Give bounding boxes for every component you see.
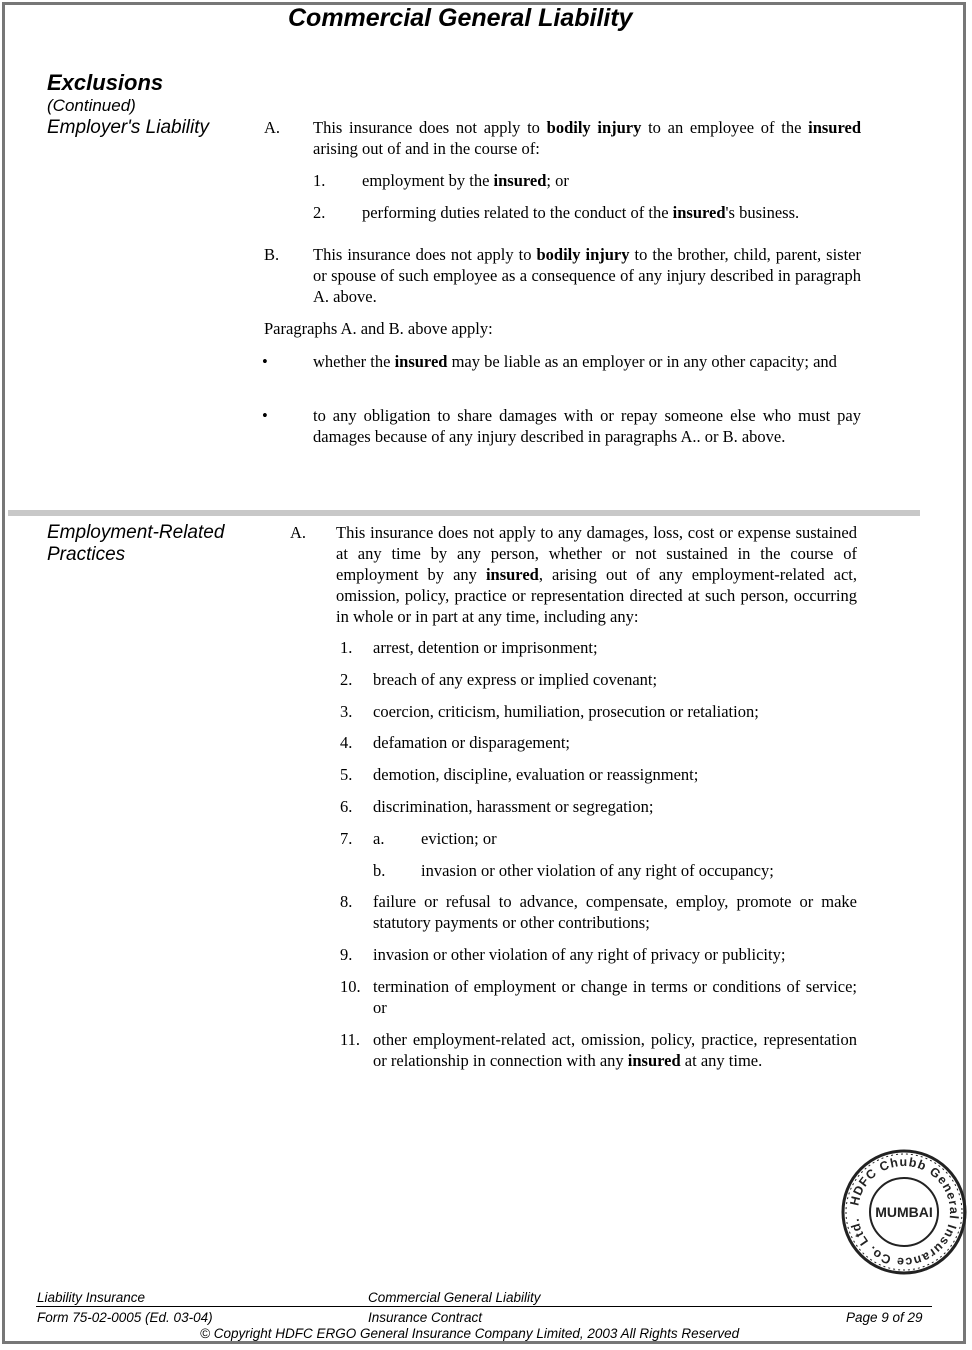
list-item-number: 6. xyxy=(340,797,353,816)
bullet-text: whether the insured may be liable as an employer or in any other capacity; and xyxy=(313,352,837,371)
list-item-text: demotion, discipline, evaluation or reassignment; xyxy=(373,765,699,784)
sub-item-text: invasion or other violation of any right of occupancy; xyxy=(421,861,774,880)
list-item-number: 8. xyxy=(340,892,353,911)
seal-outer-text: HDFC Chubb General Insurance Co. Ltd. xyxy=(847,1154,962,1270)
list-item-text: performing duties related to the conduct of the insured's business. xyxy=(362,203,800,222)
sub-item-label: a. xyxy=(373,829,385,848)
list-item-number: 7. xyxy=(340,829,353,848)
list-item-number: 1. xyxy=(313,171,326,190)
footer-center-line2: Insurance Contract xyxy=(368,1310,483,1325)
list-item-text: failure or refusal to advance, compensate, employ, promote or make statutory payments or other contributions; xyxy=(373,892,857,932)
list-item-number: 3. xyxy=(340,702,353,721)
list-item-number: 2. xyxy=(313,203,326,222)
subheading-employers-liability: Employer's Liability xyxy=(47,117,210,138)
subheading-practices: Practices xyxy=(47,544,126,565)
list-item-text: arrest, detention or imprisonment; xyxy=(373,638,598,657)
paragraphs-apply-text: Paragraphs A. and B. above apply: xyxy=(264,319,493,338)
footer-left-line1: Liability Insurance xyxy=(37,1290,146,1305)
section-heading-exclusions: Exclusions xyxy=(47,70,164,95)
list-item-number: 5. xyxy=(340,765,353,784)
list-item-number: 2. xyxy=(340,670,353,689)
list-item-text: breach of any express or implied covenant; xyxy=(373,670,658,689)
list-item-text: termination of employment or change in terms or conditions of service; or xyxy=(373,977,857,1017)
footer-rule xyxy=(36,1306,932,1307)
bullet-marker: • xyxy=(262,406,268,425)
bullet-text: to any obligation to share damages with or repay someone else who must pay damages because of any injury described in paragraphs A.. or B. above. xyxy=(313,406,861,446)
list-item-number: 1. xyxy=(340,638,353,657)
page-title: Commercial General Liability xyxy=(288,4,633,32)
list-item-text: employment by the insured; or xyxy=(362,171,569,190)
seal-center-text: MUMBAI xyxy=(875,1204,933,1220)
section-heading-continued: (Continued) xyxy=(47,96,136,115)
list-item-number: 4. xyxy=(340,733,353,752)
section-divider xyxy=(8,510,920,516)
sub-item-label: b. xyxy=(373,861,386,880)
paragraph-a-text: This insurance does not apply to any damages, loss, cost or expense sustained at any time by any person, whether or not sustained in the course of employment by any insured, arising out of any employment-related act, omission, policy, practice or representation directed at such person, occurring in whole or in part at any time, including any: xyxy=(336,523,858,626)
paragraph-label-a: A. xyxy=(290,523,307,542)
footer-form-number: Form 75-02-0005 (Ed. 03-04) xyxy=(37,1310,213,1325)
paragraph-a-text: This insurance does not apply to bodily injury to an employee of the insured arising out of and in the course of: xyxy=(313,118,861,158)
list-item-number: 11. xyxy=(340,1030,361,1049)
subheading-employment-related: Employment-Related xyxy=(47,522,225,543)
paragraph-b-text: This insurance does not apply to bodily injury to the brother, child, parent, sister or spouse of such employee as a consequence of any injury described in paragraph A. above. xyxy=(313,245,861,306)
footer-copyright: © Copyright HDFC ERGO General Insurance Company Limited, 2003 All Rights Reserved xyxy=(200,1326,740,1341)
paragraph-label-b: B. xyxy=(264,245,280,264)
list-item-text: invasion or other violation of any right of privacy or publicity; xyxy=(373,945,786,964)
list-item-text: other employment-related act, omission, policy, practice, representation or relationship in connection with any insured at any time. xyxy=(373,1030,857,1070)
list-item-text: coercion, criticism, humiliation, prosecution or retaliation; xyxy=(373,702,759,721)
paragraph-label-a: A. xyxy=(264,118,281,137)
seal-graphic xyxy=(840,1148,968,1276)
bullet-marker: • xyxy=(262,352,268,371)
footer-center-line1: Commercial General Liability xyxy=(368,1290,541,1305)
list-item-number: 10. xyxy=(340,977,361,996)
company-seal-stamp xyxy=(840,1148,968,1276)
sub-item-text: eviction; or xyxy=(421,829,497,848)
list-item-text: discrimination, harassment or segregation; xyxy=(373,797,654,816)
footer-page-number: Page 9 of 29 xyxy=(846,1310,923,1325)
list-item-text: defamation or disparagement; xyxy=(373,733,571,752)
list-item-number: 9. xyxy=(340,945,353,964)
